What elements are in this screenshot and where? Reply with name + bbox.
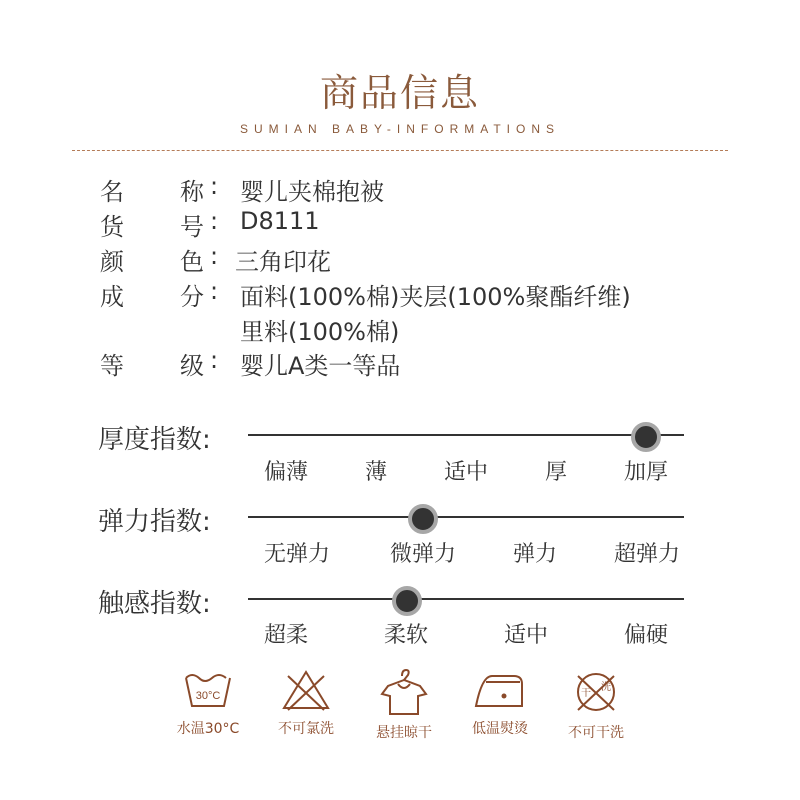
care-item-low-iron [450,668,550,738]
info-colon: : [210,242,219,270]
care-item-hang-dry [354,668,454,742]
info-value-line2: 里料(100%棉) [240,318,400,346]
wash-30-icon [182,668,234,712]
scale-tick-label: 偏硬 [623,623,669,648]
thickness-scale-track [248,434,684,436]
info-colon: : [210,346,219,374]
scale-tick-label: 薄 [364,460,388,485]
info-value: 面料(100%棉)夹层(100%聚酯纤维) [240,283,631,311]
thickness-scale-knob [631,422,661,452]
scale-tick-label: 厚 [544,460,568,485]
elasticity-scale-track [248,516,684,518]
info-key-char: 名 [100,178,124,206]
care-label: 悬挂晾干 [376,725,432,741]
touch-index-label: 触感指数: [98,589,211,619]
info-value: 婴儿A类一等品 [240,352,401,380]
info-value: 三角印花 [235,248,331,276]
dry-clean-char: 洗 [601,682,611,693]
page-title: 商品信息 [319,71,480,115]
care-label: 水温30°C [176,721,240,737]
scale-tick-label: 超柔 [263,623,309,648]
info-key-char: 成 [100,283,124,311]
no-bleach-icon [280,668,332,712]
info-key-char: 号 [180,213,204,241]
no-dry-clean-icon [570,668,622,716]
info-key-char: 级 [180,352,204,380]
care-label: 低温熨烫 [472,721,528,737]
info-key-char: 色 [180,248,204,276]
care-label: 不可氯洗 [278,721,334,737]
scale-tick-label: 无弹力 [263,542,331,567]
care-item-no-bleach [256,668,356,738]
info-value: D8111 [240,207,320,235]
scale-tick-label: 超弹力 [613,542,681,567]
scale-tick-label: 适中 [503,623,549,648]
info-colon: : [210,277,219,305]
hang-dry-icon [378,668,430,716]
dry-clean-char: 干 [581,688,591,699]
page-subtitle: SUMIAN BABY-INFORMATIONS [239,122,561,136]
info-key-char: 颜 [100,248,124,276]
care-item-wash [158,668,258,738]
info-colon: : [210,172,219,200]
scale-tick-label: 加厚 [623,460,669,485]
info-value: 婴儿夹棉抱被 [240,178,384,206]
touch-scale-knob [392,586,422,616]
dashed-divider [72,150,728,151]
elasticity-index-label: 弹力指数: [98,507,211,537]
wash-temp-text: 30°C [195,690,221,702]
scale-tick-label: 微弹力 [389,542,457,567]
elasticity-scale-knob [408,504,438,534]
low-iron-icon [472,668,528,712]
info-colon: : [210,207,219,235]
thickness-index-label: 厚度指数: [98,425,211,455]
touch-scale-track [248,598,684,600]
care-label: 不可干洗 [568,725,624,741]
info-key-char: 称 [180,178,204,206]
scale-tick-label: 偏薄 [263,460,309,485]
scale-tick-label: 适中 [443,460,489,485]
scale-tick-label: 柔软 [383,623,429,648]
care-item-no-dry-clean [546,668,646,742]
info-key-char: 货 [100,213,124,241]
info-key-char: 等 [100,352,124,380]
info-key-char: 分 [180,283,204,311]
scale-tick-label: 弹力 [512,542,558,567]
